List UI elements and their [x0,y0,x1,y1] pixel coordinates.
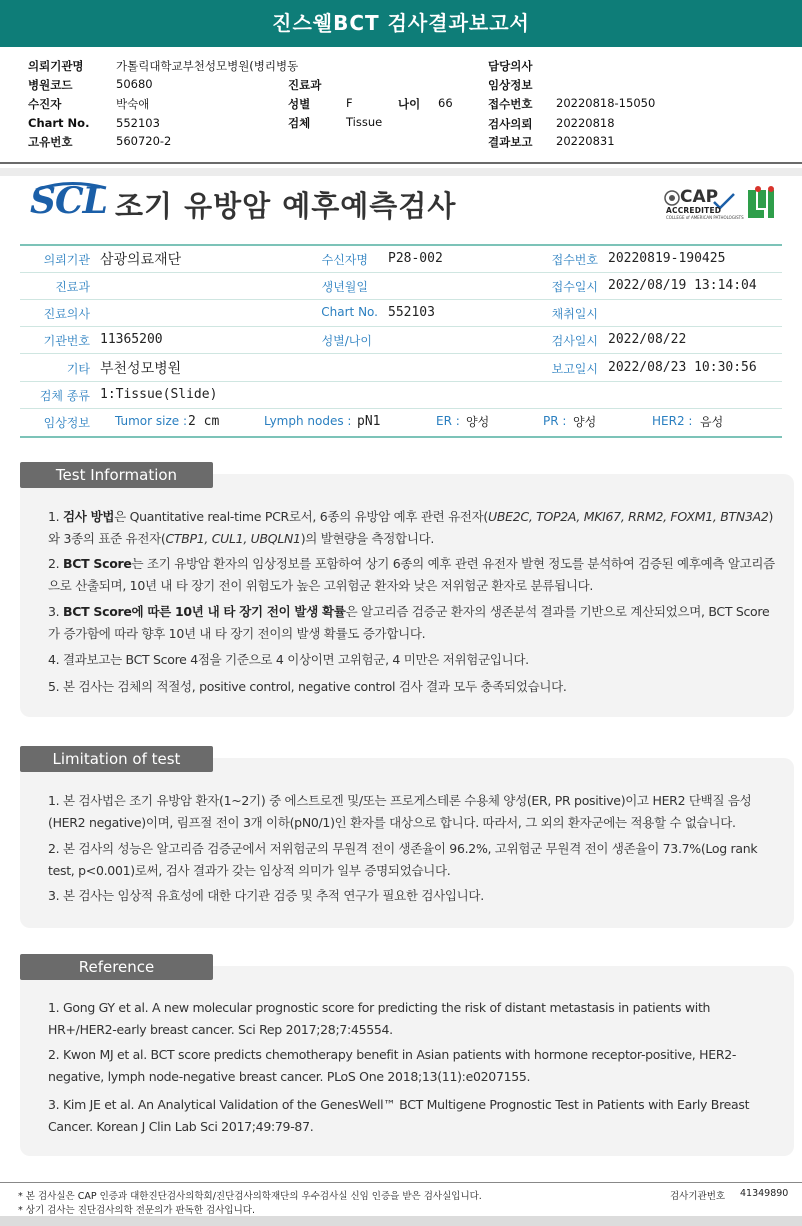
header-divider [0,162,802,164]
info-label: 진료의사 [43,307,90,321]
info-value: 11365200 [100,332,163,347]
hdr-label: 검사의뢰 [488,117,533,131]
row-divider [20,381,782,382]
tumor-size-value: 2 cm [188,414,220,429]
test-info-item: 1. 검사 방법은 Quantitative real-time PCR로서, 6종의 유방암 예후 관련 유전자(UBE2C, TOP2A, MKI67, RRM2, FOXM1, BTN3A2)와 3종의 표준 유전자(CTBP1, CUL1, UBQLN1)의 발현량을 측정합니다. [48,509,774,546]
hdr-value: F [346,96,353,110]
specimen-label: 검체 종류 [39,389,90,403]
hdr-value: 66 [438,96,453,110]
info-value: 2022/08/19 13:14:04 [608,278,757,293]
hdr-value: 20220818 [556,116,615,130]
tumor-size-label: Tumor size : [115,414,188,428]
info-label: 의뢰기관 [43,253,90,267]
hdr-label: 병원코드 [28,78,73,92]
info-label: 채취일시 [551,307,598,321]
hdr-label: 나이 [398,97,421,111]
hdr-value: 박숙애 [116,97,150,111]
hdr-label: 담당의사 [488,59,533,73]
test-info-item: 2. BCT Score는 조기 유방암 환자의 임상정보를 포함하여 상기 6종의 예후 관련 유전자 발현 정도를 분석하여 검증된 예후예측 알고리즘으로 산출되며, 10년 내 타 장기 전이 위험도가 높은 고위험군 환자와 낮은 저위험군 환자로 분류됩니다. [48,556,775,593]
lymph-nodes-label: Lymph nodes : [264,414,352,428]
hdr-value: 가톨릭대학교부천성모병원(병리병동 [116,59,299,73]
test-info-item: 5. 본 검사는 검체의 적절성, positive control, negative control 검사 결과 모두 충족되었습니다. [48,679,567,694]
test-info-title: Test Information [20,462,213,488]
lab-medicine-logo-icon [746,186,776,220]
info-label: 생년월일 [321,280,368,294]
lymph-nodes-value: pN1 [357,414,381,429]
her2-value: 음성 [700,415,724,429]
header-shadow-bar [0,168,802,176]
org-number-label: 검사기관번호 [670,1191,726,1202]
info-value: 552103 [388,305,435,320]
info-label: 접수일시 [551,280,598,294]
scl-logo: SCL [30,180,107,222]
info-label: 수신자명 [321,253,368,267]
info-value: 2022/08/23 10:30:56 [608,360,757,375]
hdr-label: 고유번호 [28,135,73,149]
row-divider [20,353,782,354]
hdr-value: 50680 [116,77,153,91]
row-divider [20,272,782,273]
hdr-label: 수진자 [28,97,62,111]
hdr-value: 20220818-15050 [556,96,656,110]
limitation-item: 3. 본 검사는 임상적 유효성에 대한 다기관 검증 및 추적 연구가 필요한 검사입니다. [48,888,484,903]
row-divider [20,408,782,409]
limitation-title: Limitation of test [20,746,213,772]
er-label: ER : [436,414,460,428]
pr-label: PR : [543,414,567,428]
info-value: P28-002 [388,251,443,266]
hdr-label: 의뢰기관명 [28,59,84,73]
info-label: 진료과 [55,280,90,294]
info-label: 성별/나이 [321,334,372,348]
footer-note: * 본 검사실은 CAP 인증과 대한진단검사의학회/진단검사의학재단의 우수검사실 신임 인증을 받은 검사실입니다. [18,1191,482,1202]
reference-item: 1. Gong GY et al. A new molecular prognostic score for predicting the risk of distant metastasis in patients with HR+/HER2-early breast cancer. Sci Rep 2017;28;7:45554. [48,1000,711,1037]
her2-label: HER2 : [652,414,693,428]
hdr-value: 20220831 [556,134,615,148]
test-info-item: 3. BCT Score에 따른 10년 내 타 장기 전이 발생 확률은 알고리즘 검증군 환자의 생존분석 결과를 기반으로 계산되었으며, BCT Score가 증가함에 따라 향후 10년 내 타 장기 전이의 발생 확률도 증가합니다. [48,604,770,641]
reference-title: Reference [20,954,213,980]
specimen-value: 1:Tissue(Slide) [100,387,218,402]
footer-note: * 상기 검사는 진단검사의학 전문의가 판독한 검사입니다. [18,1205,255,1216]
row-divider [20,299,782,300]
info-label: 기관번호 [43,334,90,348]
hdr-label: 성별 [288,97,311,111]
hdr-label: 검체 [288,116,311,130]
test-info-item: 4. 결과보고는 BCT Score 4점을 기준으로 4 이상이면 고위험군, 4 미만은 저위험군입니다. [48,652,529,667]
cap-accredited-text: ACCREDITED [666,206,722,215]
hdr-label: 결과보고 [488,135,533,149]
info-label: Chart No. [321,305,378,319]
footer-divider [0,1182,802,1183]
row-divider [20,326,782,327]
hdr-value: 552103 [116,116,160,130]
reference-item: 2. Kwon MJ et al. BCT score predicts chemotherapy benefit in Asian patients with hormone receptor-positive, HER2-negative, lymph node-negative breast cancer. PLoS One 2018;13(11):e0207155. [48,1047,737,1084]
reference-item: 3. Kim JE et al. An Analytical Validation of the GenesWell™ BCT Multigene Prognostic Test in Patients with Early Breast Cancer. Korean J Clin Lab Sci 2017;49:79-87. [48,1097,750,1134]
footer-bar [0,1216,802,1226]
report-title: 조기 유방암 예후예측검사 [115,189,457,223]
info-label: 기타 [66,362,90,376]
info-value: 삼광의료재단 [100,252,182,268]
info-value: 부천성모병원 [100,361,182,377]
limitation-item: 1. 본 검사법은 조기 유방암 환자(1~2기) 중 에스트로겐 및/또는 프로게스테론 수용체 양성(ER, PR positive)이고 HER2 단백질 음성(HER2 negative)이며, 림프절 전이 3개 이하(pN0/1)인 환자를 대상으로 합니다. 따라서, 그 외의 환자군에는 적용할 수 없습니다. [48,793,752,830]
limitation-item: 2. 본 검사의 성능은 알고리즘 검증군에서 저위험군의 무원격 전이 생존율이 96.2%, 고위험군 무원격 전이 생존율이 73.7%(Log rank test, p<0.001)로써, 검사 결과가 갖는 임상적 의미가 일부 증명되었습니다. [48,841,758,878]
pr-value: 양성 [573,415,597,429]
clinical-label: 임상정보 [43,416,90,430]
report-title-bar: 진스웰BCT 검사결과보고서 [0,0,802,47]
cap-subtext: COLLEGE of AMERICAN PATHOLOGISTS [666,215,744,220]
cap-text: CAP [680,187,719,207]
info-value: 20220819-190425 [608,251,726,266]
hdr-label: 진료과 [288,78,322,92]
info-label: 보고일시 [551,362,598,376]
info-value: 2022/08/22 [608,332,687,347]
er-value: 양성 [466,415,490,429]
hdr-label: 임상정보 [488,78,533,92]
hdr-value: Tissue [346,115,383,129]
hdr-label: Chart No. [28,116,90,130]
hdr-label: 접수번호 [488,97,533,111]
info-label: 검사일시 [551,334,598,348]
hdr-value: 560720-2 [116,134,172,148]
org-number-value: 41349890 [740,1188,789,1199]
info-label: 접수번호 [551,253,598,267]
